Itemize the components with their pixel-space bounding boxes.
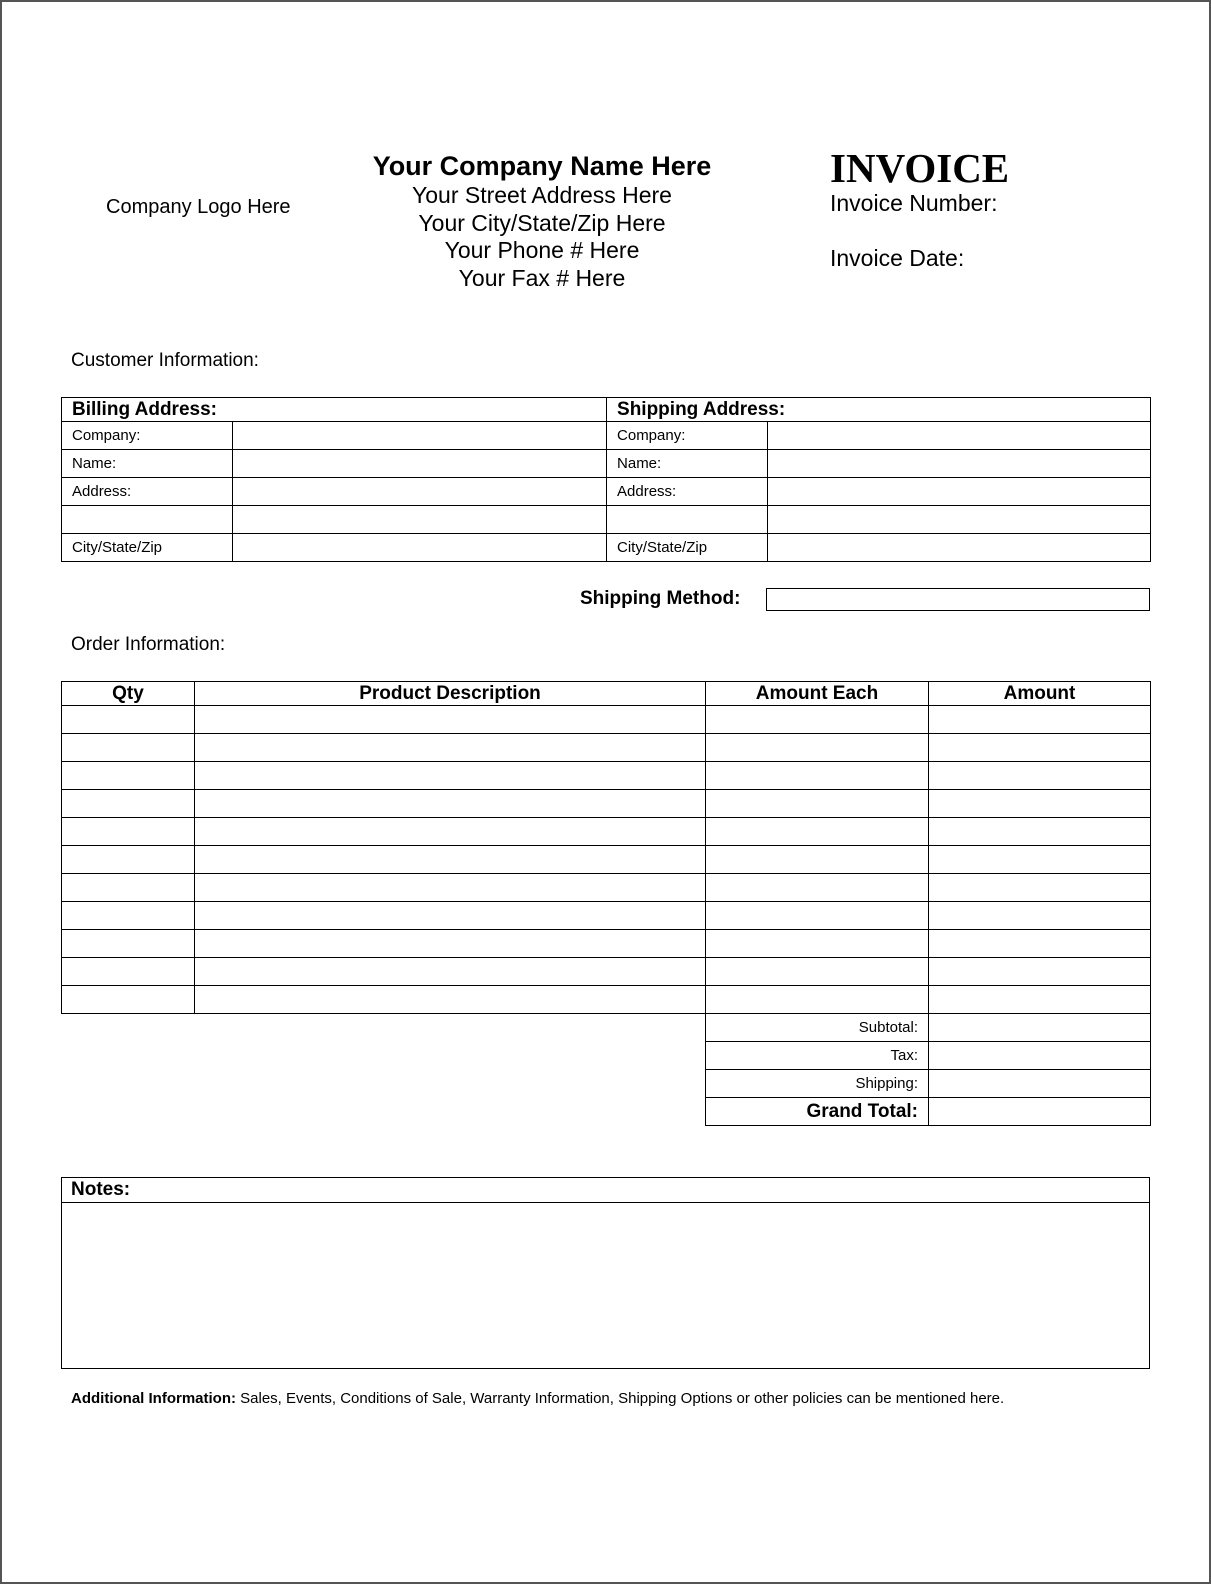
order-table bbox=[61, 681, 1151, 1126]
order-info-heading: Order Information: bbox=[71, 634, 226, 655]
description-cell[interactable] bbox=[195, 706, 706, 734]
qty-cell[interactable] bbox=[62, 818, 195, 846]
description-cell[interactable] bbox=[195, 762, 706, 790]
additional-information bbox=[71, 1390, 1004, 1407]
company-fax: Your Fax # Here bbox=[458, 264, 626, 291]
order-item-row bbox=[62, 818, 1151, 846]
grand-total-field[interactable] bbox=[929, 1098, 1151, 1126]
amount-each-cell[interactable] bbox=[706, 846, 929, 874]
billing-name-field[interactable] bbox=[233, 450, 607, 478]
qty-cell[interactable] bbox=[62, 986, 195, 1014]
description-cell[interactable] bbox=[195, 902, 706, 930]
billing-address2-label bbox=[62, 506, 233, 534]
notes-box bbox=[61, 1177, 1150, 1369]
billing-city-label: City/State/Zip bbox=[62, 534, 233, 562]
shipping-city-field[interactable] bbox=[768, 534, 1151, 562]
qty-cell[interactable] bbox=[62, 874, 195, 902]
shipping-company-field[interactable] bbox=[768, 422, 1151, 450]
additional-info-label: Additional Information: bbox=[71, 1390, 236, 1407]
amount-each-cell[interactable] bbox=[706, 762, 929, 790]
company-logo-placeholder: Company Logo Here bbox=[106, 196, 291, 218]
order-item-row bbox=[62, 902, 1151, 930]
amount-each-cell[interactable] bbox=[706, 930, 929, 958]
subtotal-row bbox=[62, 1014, 1151, 1042]
description-cell[interactable] bbox=[195, 734, 706, 762]
customer-address-table bbox=[61, 397, 1151, 562]
notes-field[interactable] bbox=[62, 1203, 1149, 1369]
shipping-address-title: Shipping Address: bbox=[607, 398, 1151, 422]
billing-address-field[interactable] bbox=[233, 478, 607, 506]
amount-cell[interactable] bbox=[929, 762, 1151, 790]
description-cell[interactable] bbox=[195, 958, 706, 986]
shipping-address2-label bbox=[607, 506, 768, 534]
invoice-date-label: Invoice Date: bbox=[830, 245, 965, 271]
amount-each-cell[interactable] bbox=[706, 986, 929, 1014]
description-cell[interactable] bbox=[195, 930, 706, 958]
description-header: Product Description bbox=[195, 682, 706, 706]
order-item-row bbox=[62, 706, 1151, 734]
billing-name-label: Name: bbox=[62, 450, 233, 478]
tax-field[interactable] bbox=[929, 1042, 1151, 1070]
billing-address-title: Billing Address: bbox=[62, 398, 607, 422]
amount-header: Amount bbox=[929, 682, 1151, 706]
qty-header: Qty bbox=[62, 682, 195, 706]
shipping-field[interactable] bbox=[929, 1070, 1151, 1098]
shipping-company-label: Company: bbox=[607, 422, 768, 450]
invoice-title: INVOICE bbox=[830, 145, 1010, 191]
grand-total-row bbox=[62, 1098, 1151, 1126]
subtotal-field[interactable] bbox=[929, 1014, 1151, 1042]
billing-address-label: Address: bbox=[62, 478, 233, 506]
grand-total-label: Grand Total: bbox=[706, 1098, 929, 1126]
amount-cell[interactable] bbox=[929, 790, 1151, 818]
qty-cell[interactable] bbox=[62, 762, 195, 790]
subtotal-label: Subtotal: bbox=[706, 1014, 929, 1042]
order-item-row bbox=[62, 762, 1151, 790]
description-cell[interactable] bbox=[195, 846, 706, 874]
amount-cell[interactable] bbox=[929, 874, 1151, 902]
amount-cell[interactable] bbox=[929, 734, 1151, 762]
qty-cell[interactable] bbox=[62, 930, 195, 958]
billing-company-label: Company: bbox=[62, 422, 233, 450]
shipping-city-label: City/State/Zip bbox=[607, 534, 768, 562]
order-item-row bbox=[62, 874, 1151, 902]
amount-each-cell[interactable] bbox=[706, 734, 929, 762]
amount-each-header: Amount Each bbox=[706, 682, 929, 706]
order-item-row bbox=[62, 986, 1151, 1014]
amount-cell[interactable] bbox=[929, 958, 1151, 986]
qty-cell[interactable] bbox=[62, 958, 195, 986]
amount-each-cell[interactable] bbox=[706, 874, 929, 902]
shipping-name-field[interactable] bbox=[768, 450, 1151, 478]
order-item-row bbox=[62, 734, 1151, 762]
order-item-row bbox=[62, 930, 1151, 958]
customer-info-heading: Customer Information: bbox=[71, 350, 259, 371]
shipping-address-label: Address: bbox=[607, 478, 768, 506]
company-street: Your Street Address Here bbox=[412, 182, 672, 208]
qty-cell[interactable] bbox=[62, 734, 195, 762]
company-info bbox=[356, 150, 728, 292]
description-cell[interactable] bbox=[195, 818, 706, 846]
notes-label: Notes: bbox=[62, 1178, 1149, 1203]
order-item-row bbox=[62, 790, 1151, 818]
amount-cell[interactable] bbox=[929, 930, 1151, 958]
shipping-label: Shipping: bbox=[706, 1070, 929, 1098]
order-item-row bbox=[62, 846, 1151, 874]
amount-cell[interactable] bbox=[929, 706, 1151, 734]
description-cell[interactable] bbox=[195, 874, 706, 902]
amount-each-cell[interactable] bbox=[706, 902, 929, 930]
shipping-address-field[interactable] bbox=[768, 478, 1151, 506]
qty-cell[interactable] bbox=[62, 706, 195, 734]
amount-cell[interactable] bbox=[929, 902, 1151, 930]
company-name: Your Company Name Here bbox=[372, 151, 712, 181]
company-city-state-zip: Your City/State/Zip Here bbox=[418, 209, 666, 236]
invoice-number-label: Invoice Number: bbox=[830, 190, 998, 216]
description-cell[interactable] bbox=[195, 790, 706, 818]
amount-each-cell[interactable] bbox=[706, 958, 929, 986]
tax-label: Tax: bbox=[706, 1042, 929, 1070]
shipping-method-field[interactable] bbox=[766, 588, 1150, 611]
amount-each-cell[interactable] bbox=[706, 818, 929, 846]
billing-city-field[interactable] bbox=[233, 534, 607, 562]
shipping-name-label: Name: bbox=[607, 450, 768, 478]
amount-cell[interactable] bbox=[929, 818, 1151, 846]
qty-cell[interactable] bbox=[62, 790, 195, 818]
amount-cell[interactable] bbox=[929, 846, 1151, 874]
qty-cell[interactable] bbox=[62, 846, 195, 874]
amount-each-cell[interactable] bbox=[706, 790, 929, 818]
company-phone: Your Phone # Here bbox=[444, 237, 640, 263]
shipping-method-label: Shipping Method: bbox=[580, 588, 741, 609]
shipping-row bbox=[62, 1070, 1151, 1098]
tax-row bbox=[62, 1042, 1151, 1070]
additional-info-text: Sales, Events, Conditions of Sale, Warranty Information, Shipping Options or other policies can be mentioned here. bbox=[235, 1390, 1005, 1407]
billing-address2-field[interactable] bbox=[233, 506, 607, 534]
amount-each-cell[interactable] bbox=[706, 706, 929, 734]
shipping-address2-field[interactable] bbox=[768, 506, 1151, 534]
description-cell[interactable] bbox=[195, 986, 706, 1014]
amount-cell[interactable] bbox=[929, 986, 1151, 1014]
billing-company-field[interactable] bbox=[233, 422, 607, 450]
qty-cell[interactable] bbox=[62, 902, 195, 930]
order-item-row bbox=[62, 958, 1151, 986]
